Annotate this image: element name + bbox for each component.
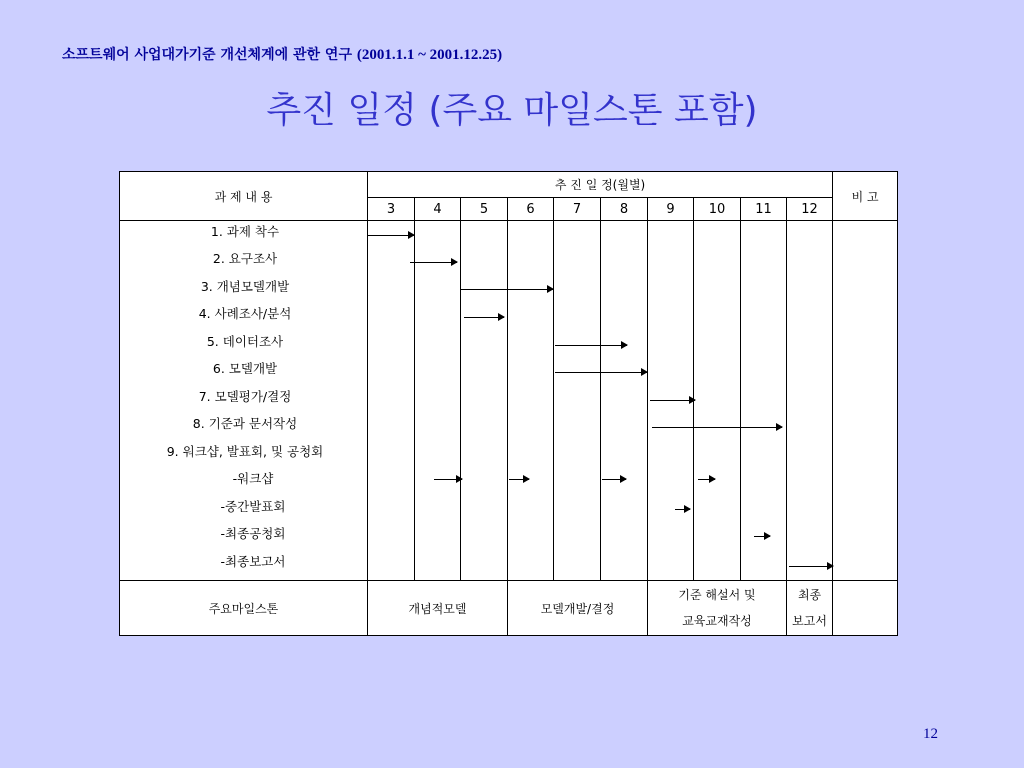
task-list (120, 221, 368, 581)
task-item: 5. 데이터조사 (206, 333, 284, 349)
month-header: 4 (415, 198, 461, 221)
milestone-model-development: 모델개발/결정 (508, 581, 648, 636)
month-header: 6 (508, 198, 554, 221)
interim-presentation-arrow (675, 509, 690, 510)
month-header: 5 (461, 198, 508, 221)
month-divider (460, 221, 461, 580)
task-arrow (652, 427, 782, 428)
milestone-guidebook-line2: 교육교재작성 (682, 614, 752, 628)
final-hearing-arrow (754, 536, 770, 537)
workshop-arrow (602, 479, 626, 480)
task-arrow (464, 317, 504, 318)
task-item: 1. 과제 착수 (210, 223, 280, 239)
task-item: 9. 워크샵, 발표회, 및 공청회 (166, 443, 324, 459)
month-header: 12 (787, 198, 833, 221)
month-divider (553, 221, 554, 580)
task-arrow (555, 345, 627, 346)
task-subitem: -워크샵 (232, 471, 274, 487)
report-subtitle: 소프트웨어 사업대가기준 개선체계에 관한 연구 (62, 47, 352, 63)
report-dates: (2001.1.1 ~ 2001.12.25) (356, 47, 503, 63)
task-item: 7. 모델평가/결정 (198, 388, 292, 404)
task-arrow (460, 289, 553, 290)
workshop-arrow (509, 479, 529, 480)
schedule-table (119, 171, 898, 636)
month-divider (600, 221, 601, 580)
task-item: 3. 개념모델개발 (200, 278, 290, 294)
task-arrow (368, 235, 414, 236)
milestone-final-report-line2: 보고서 (792, 614, 827, 628)
final-report-arrow (789, 566, 833, 567)
report-header (62, 44, 502, 64)
month-divider (507, 221, 508, 580)
note-column-header: 비 고 (833, 172, 898, 221)
month-header: 3 (368, 198, 415, 221)
task-arrow (555, 372, 647, 373)
month-divider (647, 221, 648, 580)
task-arrow (410, 262, 457, 263)
slide-title: 추진 일정 (주요 마일스톤 포함) (266, 90, 758, 131)
month-header: 8 (601, 198, 648, 221)
month-header: 7 (554, 198, 601, 221)
task-item: 4. 사례조사/분석 (198, 306, 292, 322)
task-column-header: 과 제 내 용 (120, 172, 368, 221)
task-subitem: -최종보고서 (220, 553, 286, 569)
month-header: 9 (648, 198, 694, 221)
month-divider (786, 221, 787, 580)
task-item: 2. 요구조사 (212, 251, 278, 267)
month-header: 10 (694, 198, 741, 221)
month-divider (740, 221, 741, 580)
task-item: 6. 모델개발 (212, 361, 278, 377)
month-divider (414, 221, 415, 580)
milestone-note-cell (833, 581, 898, 636)
milestone-guidebook (648, 581, 787, 636)
task-arrow (650, 400, 695, 401)
task-item: 8. 기준과 문서작성 (192, 416, 298, 432)
schedule-column-header: 추 진 일 정(월별) (368, 172, 833, 198)
note-cell (833, 221, 898, 581)
milestone-final-report-line1: 최종 (797, 588, 822, 602)
month-header: 11 (741, 198, 787, 221)
task-subitem: -최종공청회 (220, 526, 286, 542)
page-number: 12 (923, 726, 938, 742)
milestone-label: 주요마일스톤 (120, 581, 368, 636)
milestone-final-report (787, 581, 833, 636)
gantt-area (368, 221, 833, 581)
workshop-arrow (434, 479, 462, 480)
milestone-guidebook-line1: 기준 해설서 및 (678, 588, 756, 602)
task-subitem: -중간발표회 (220, 498, 286, 514)
workshop-arrow (698, 479, 715, 480)
milestone-conceptual-model: 개념적모델 (368, 581, 508, 636)
